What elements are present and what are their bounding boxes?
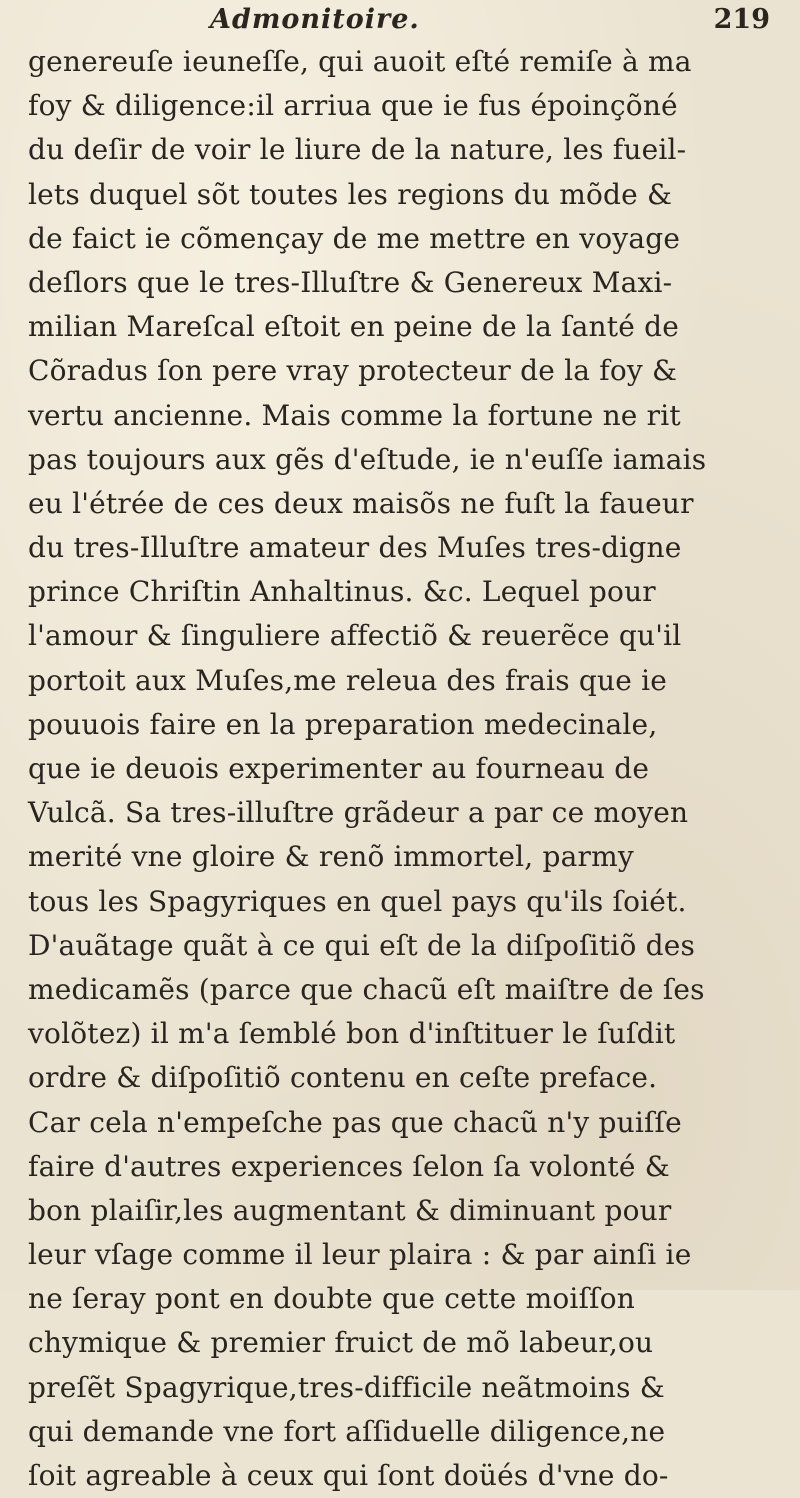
text-line: milian Mareſcal eſtoit en peine de la ſanté de [28,310,680,344]
text-line: Car cela n'empeſche pas que chacũ n'y puiſſe [28,1105,682,1139]
page-number: 219 [713,4,770,35]
text-line: lets duquel sõt toutes les regions du mõde & [28,177,673,211]
text-line: qui demande vne fort aſſiduelle diligence,ne [28,1414,666,1448]
text-line: medicamẽs (parce que chacũ eſt maiſtre de ſes [28,972,705,1006]
text-line: vertu ancienne. Mais comme la fortune ne rit [28,398,681,432]
text-line: pouuois faire en la preparation medecinale, [28,707,658,741]
text-line: tous les Spagyriques en quel pays qu'ils ſoiét. [28,884,687,918]
running-head: Admonitoire. [210,4,420,35]
text-line: chymique & premier fruict de mõ labeur,ou [28,1326,654,1360]
text-line: volõtez) il m'a ſemblé bon d'inſtituer le ſuſdit [28,1017,676,1051]
text-line: genereuſe ieuneſſe, qui auoit eſté remiſe à ma [28,45,692,78]
text-line: faire d'autres experiences ſelon ſa volonté & [28,1149,670,1183]
text-line: du tres-Illuſtre amateur des Muſes tres-digne [28,531,682,565]
text-line: que ie deuois experimenter au fourneau de [28,752,650,785]
text-line: merité vne gloire & renõ immortel, parmy [28,840,634,874]
page-header [210,4,790,38]
text-line: D'auãtage quãt à ce qui eſt de la diſpoſitiõ des [28,928,696,962]
text-line: foy & diligence:il arriua que ie fus époinçõné [28,89,678,123]
text-line: preſẽt Spagyrique,tres-difficile neãtmoins & [28,1370,665,1404]
text-line: Vulcã. Sa tres-illuſtre grãdeur a par ce moyen [28,796,689,830]
text-line: leur vſage comme il leur plaira : & par ainſi ie [28,1238,692,1272]
text-line: eu l'étrée de ces deux maisõs ne fuſt la faueur [28,486,694,520]
text-line: l'amour & ſinguliere affectiõ & reuerẽce qu'il [28,619,682,653]
text-line: pas toujours aux gẽs d'eſtude, ie n'euſſe iamais [28,442,707,476]
text-line: prince Chriſtin Anhaltinus. &c. Lequel pour [28,575,656,609]
text-line: du deſir de voir le liure de la nature, les fueil- [28,133,687,167]
text-line: de faict ie cõmençay de me mettre en voyage [28,221,681,255]
text-line: Cõradus ſon pere vray protecteur de la foy & [28,354,678,388]
body-text [28,40,788,1498]
text-line: bon plaiſir,les augmentant & diminuant pour [28,1193,672,1227]
text-line: portoit aux Muſes,me releua des frais que ie [28,663,668,697]
text-line: deſlors que le tres-Illuſtre & Genereux Maxi- [28,265,673,299]
text-line: ſoit agreable à ceux qui ſont doüés d'vne do- [28,1459,669,1492]
text-line: ne ſeray pont en doubte que cette moiſſon [28,1282,636,1316]
text-line: ordre & diſpoſitiõ contenu en ceſte preface. [28,1061,658,1095]
